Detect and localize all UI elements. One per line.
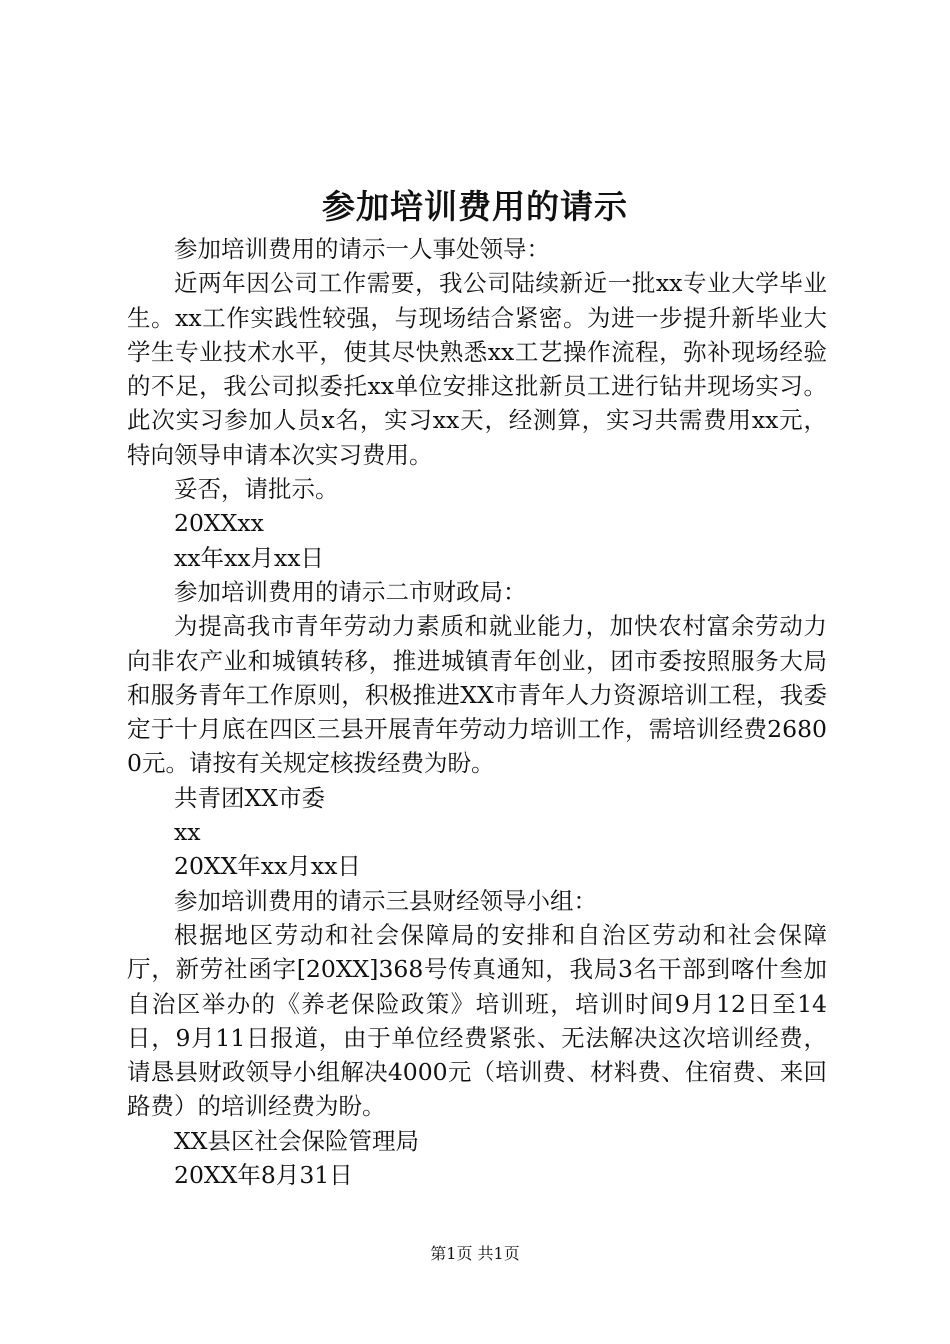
document-title: 参加培训费用的请示 (322, 187, 628, 226)
salutation-2: 参加培训费用的请示二市财政局： (174, 577, 527, 606)
request-1-signature: 20XXxx (174, 509, 264, 538)
document-body (127, 232, 827, 1192)
request-3-date: 20XX年8月31日 (174, 1161, 353, 1190)
request-2-date: 20XX年xx月xx日 (174, 852, 361, 881)
request-1-body: 近两年因公司工作需要，我公司陆续新近一批xx专业大学毕业生。xx工作实践性较强，与现场结合紧密。为进一步提升新毕业大学生专业技术水平，使其尽快熟悉xx工艺操作流程，弥补现场经验的不足，我公司拟委托xx单位安排这批新员工进行钻井现场实习。此次实习参加人员x名，实习xx天，经测算，实习共需费用xx元，特向领导申请本次实习费用。 (127, 269, 827, 469)
salutation-3: 参加培训费用的请示三县财经领导小组： (174, 886, 597, 915)
request-2-signature: 共青团XX市委 (174, 783, 325, 812)
request-2-body: 为提高我市青年劳动力素质和就业能力，加快农村富余劳动力向非农产业和城镇转移，推进城镇青年创业，团市委按照服务大局和服务青年工作原则，积极推进XX市青年人力资源培训工程，我委定于十月底在四区三县开展青年劳动力培训工作，需培训经费26800元。请按有关规定核拨经费为盼。 (127, 612, 827, 778)
request-1-date: xx年xx月xx日 (174, 543, 325, 572)
page-footer: 第1页 共1页 (430, 1244, 520, 1263)
request-3-body: 根据地区劳动和社会保障局的安排和自治区劳动和社会保障厅，新劳社函字[20XX]368号传真通知，我局3名干部到喀什叁加自治区举办的《养老保险政策》培训班，培训时间9月12日至14日，9月11日报道，由于单位经费紧张、无法解决这次培训经费，请恳县财政领导小组解决4000元（培训费、材料费、住宿费、来回路费）的培训经费为盼。 (127, 920, 827, 1121)
salutation-1: 参加培训费用的请示一人事处领导： (174, 235, 550, 263)
request-3-signature: XX县区社会保险管理局 (174, 1126, 419, 1155)
request-2-signature-extra: xx (174, 818, 201, 847)
request-1-closing: 妥否，请批示。 (174, 475, 339, 504)
